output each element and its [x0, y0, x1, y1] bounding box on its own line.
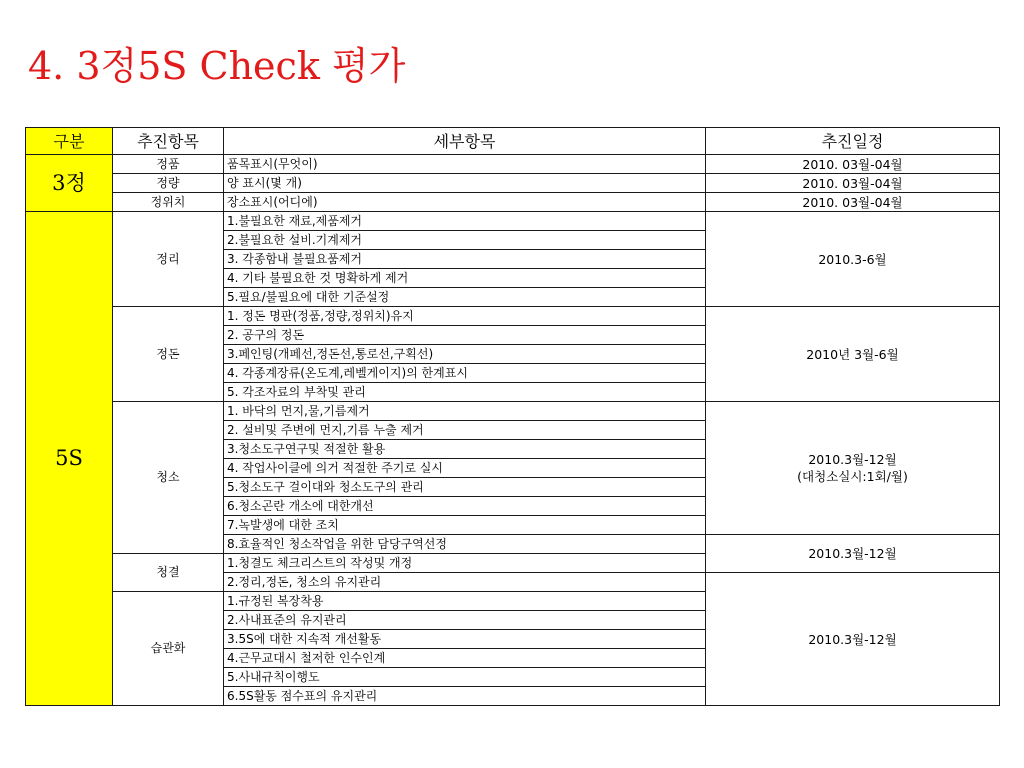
detail-cell: 5.청소도구 걸이대와 청소도구의 관리: [224, 478, 706, 497]
item-cell: 정위치: [113, 193, 224, 212]
header-schedule: 추진일정: [706, 128, 1000, 155]
detail-cell: 1. 바닥의 먼지,물,기름제거: [224, 402, 706, 421]
detail-cell: 1.규정된 복장착용: [224, 592, 706, 611]
detail-cell: 4. 기타 불필요한 것 명확하게 제거: [224, 269, 706, 288]
header-item: 추진항목: [113, 128, 224, 155]
detail-cell: 2. 공구의 정돈: [224, 326, 706, 345]
category-3jeong: 3정: [26, 155, 113, 212]
detail-cell: 양 표시(몇 개): [224, 174, 706, 193]
detail-cell: 2.불필요한 설비.기계제거: [224, 231, 706, 250]
detail-cell: 6.5S활동 점수표의 유지관리: [224, 687, 706, 706]
detail-cell: 3.청소도구연구및 적절한 활용: [224, 440, 706, 459]
item-cell-seupgwanhwa: 습관화: [113, 592, 224, 706]
detail-cell: 장소표시(어디에): [224, 193, 706, 212]
schedule-cell: 2010. 03월-04월: [706, 193, 1000, 212]
schedule-text: 2010.3월-12월: [808, 452, 897, 467]
schedule-cell: 2010년 3월-6월: [706, 307, 1000, 402]
detail-cell: 4. 각종계장류(온도계,레벨게이지)의 한계표시: [224, 364, 706, 383]
item-cell-cheongso: 청소: [113, 402, 224, 554]
header-row: [26, 128, 1000, 155]
detail-cell: 5. 각조자료의 부착및 관리: [224, 383, 706, 402]
table-row: [26, 212, 1000, 231]
detail-cell: 품목표시(무엇이): [224, 155, 706, 174]
detail-cell: 2.정리,정돈, 청소의 유지관리: [224, 573, 706, 592]
schedule-cell: 2010.3-6월: [706, 212, 1000, 307]
schedule-cell: [706, 402, 1000, 535]
table-row: [26, 402, 1000, 421]
item-cell-cheonggyeol: 청결: [113, 554, 224, 592]
detail-cell: 5.필요/불필요에 대한 기준설정: [224, 288, 706, 307]
header-detail: 세부항목: [224, 128, 706, 155]
detail-cell: 1. 정돈 명판(정품,정량,정위치)유지: [224, 307, 706, 326]
schedule-cell: 2010. 03월-04월: [706, 155, 1000, 174]
item-cell-jeongdon: 정돈: [113, 307, 224, 402]
detail-cell: 6.청소곤란 개소에 대한개선: [224, 497, 706, 516]
detail-cell: 5.사내규칙이행도: [224, 668, 706, 687]
category-5s: 5S: [26, 212, 113, 706]
item-cell-jeongri: 정리: [113, 212, 224, 307]
item-cell: 정품: [113, 155, 224, 174]
table-row: [26, 155, 1000, 174]
detail-cell: 1.불필요한 재료,제품제거: [224, 212, 706, 231]
item-cell: 정량: [113, 174, 224, 193]
detail-cell: 4. 작업사이클에 의거 적절한 주기로 실시: [224, 459, 706, 478]
detail-cell: 3. 각종함내 불필요품제거: [224, 250, 706, 269]
table-row: [26, 307, 1000, 326]
detail-cell: 8.효율적인 청소작업을 위한 담당구역선정: [224, 535, 706, 554]
page-title: 4. 3정5S Check 평가: [28, 44, 406, 88]
schedule-cell: 2010. 03월-04월: [706, 174, 1000, 193]
detail-cell: 7.녹발생에 대한 조치: [224, 516, 706, 535]
table-row: [26, 174, 1000, 193]
detail-cell: 3.페인팅(개페선,정돈선,통로선,구획선): [224, 345, 706, 364]
detail-cell: 2. 설비및 주변에 먼지,기름 누출 제거: [224, 421, 706, 440]
schedule-cell: 2010.3월-12월: [706, 573, 1000, 706]
check-table: [25, 127, 1000, 706]
detail-cell: 2.사내표준의 유지관리: [224, 611, 706, 630]
schedule-cell: 2010.3월-12월: [706, 535, 1000, 573]
detail-cell: 1.청결도 체크리스트의 작성및 개정: [224, 554, 706, 573]
header-category: 구분: [26, 128, 113, 155]
table-row: [26, 193, 1000, 212]
detail-cell: 4.근무교대시 철저한 인수인계: [224, 649, 706, 668]
detail-cell: 3.5S에 대한 지속적 개선활동: [224, 630, 706, 649]
schedule-note: (대청소실시:1회/월): [797, 469, 908, 484]
